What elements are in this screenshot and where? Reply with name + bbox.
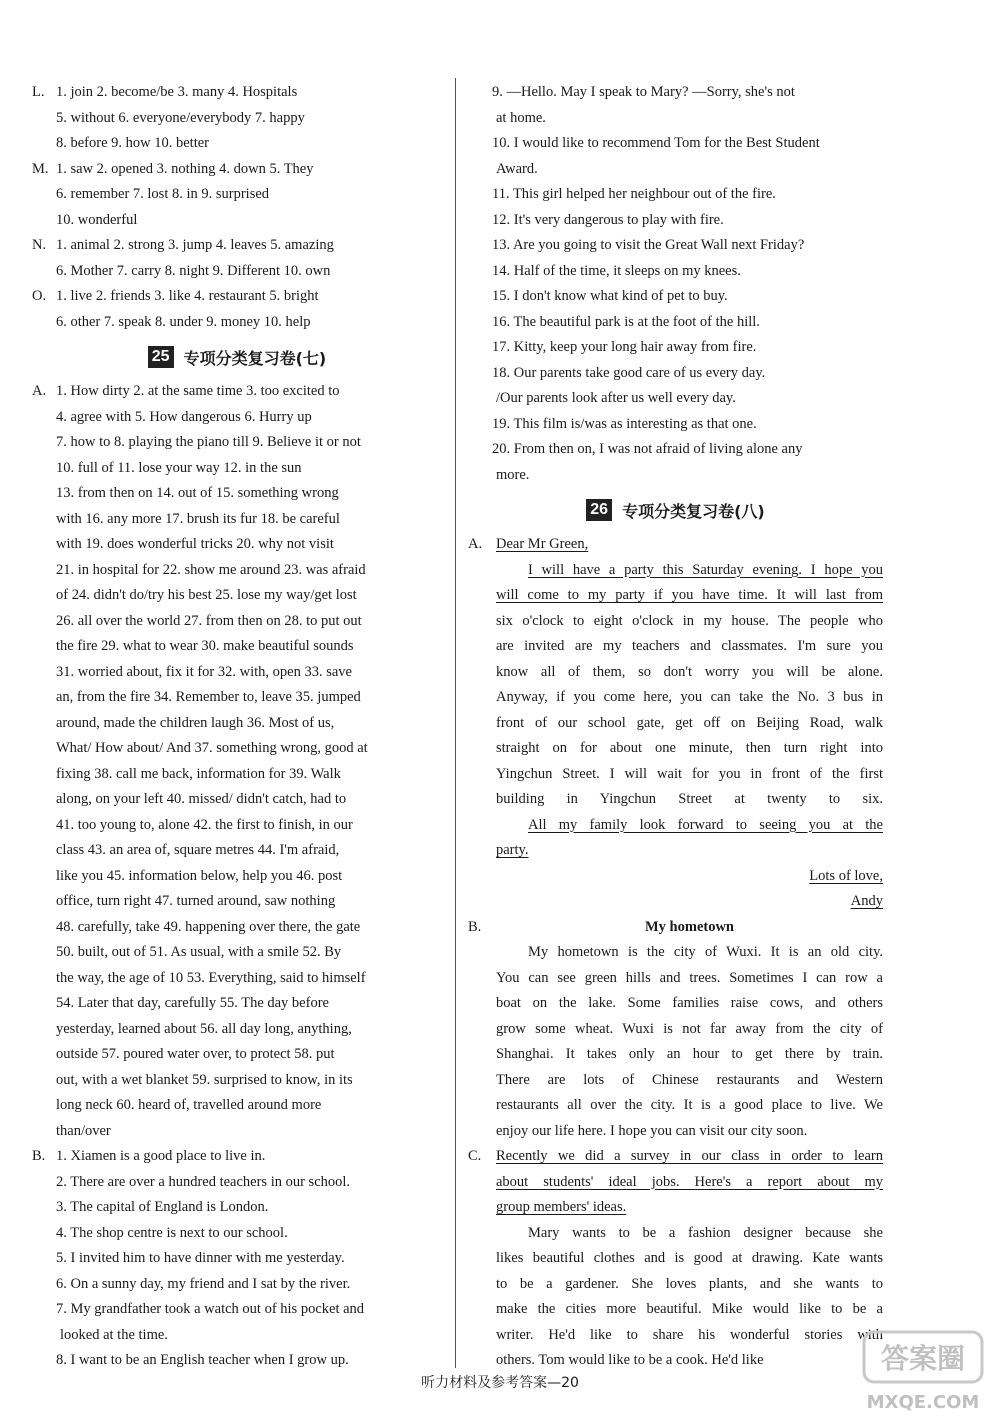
text-line xyxy=(32,379,442,405)
text-line: 18. Our parents take good care of us every day. xyxy=(492,364,766,381)
text-line: 12. It's very dangerous to play with fire. xyxy=(492,211,724,228)
text-line: 26. all over the world 27. from then on 28. to put out xyxy=(56,612,362,629)
section-25-title: 专项分类复习卷(七) xyxy=(183,348,327,368)
text-line: boat on the lake. Some families raise cows, and others xyxy=(496,995,883,1011)
essay-b-body xyxy=(468,940,883,1144)
text-line: building in Yingchun Street at twenty to six. xyxy=(496,791,883,807)
letter-closing xyxy=(468,813,883,864)
text-line: long neck 60. heard of, travelled around more xyxy=(56,1097,322,1113)
section-a-answers xyxy=(32,379,442,1144)
essay-c-body xyxy=(468,1144,883,1374)
text-line: of 24. didn't do/try his best 25. lose my way/get lost xyxy=(56,587,357,603)
text-line: 54. Later that day, carefully 55. The day before xyxy=(56,995,329,1011)
svg-text:答案圈: 答案圈 xyxy=(880,1342,966,1375)
text-line: like you 45. information below, help you 46. post xyxy=(56,867,343,884)
text-line: 16. The beautiful park is at the foot of the hill. xyxy=(492,313,760,330)
letter-signoff: Lots of love, xyxy=(809,867,883,884)
text-line: Shanghai. It takes only an hour to get there by train. xyxy=(496,1046,883,1062)
text-line: along, on your left 40. missed/ didn't catch, had to xyxy=(56,791,347,807)
text-line: outside 57. poured water over, to protect 58. put xyxy=(56,1046,335,1062)
line-text: Recently we did a survey in our class in order to learn xyxy=(496,1148,883,1164)
text-line: 31. worried about, fix it for 32. with, open 33. save xyxy=(56,663,352,680)
text-line: My hometown is the city of Wuxi. It is an old city. xyxy=(528,944,883,960)
text-line: Award. xyxy=(496,160,538,177)
text-line: 11. This girl helped her neighbour out of the fire. xyxy=(492,186,776,202)
text-line: All my family look forward to seeing you at the xyxy=(528,816,883,833)
text-line: than/over xyxy=(56,1122,111,1139)
text-line: yesterday, learned about 56. all day long, anything, xyxy=(56,1020,352,1037)
text-line xyxy=(32,233,442,259)
section-b-answers-continued xyxy=(468,80,883,488)
text-line: straight on for about one minute, then turn right into xyxy=(496,740,883,756)
text-line: about students' ideal jobs. Here's a report about my xyxy=(496,1173,883,1190)
text-line: 8. I want to be an English teacher when I grow up. xyxy=(56,1352,349,1368)
letter-greeting xyxy=(468,532,883,558)
text-line: around, made the children laugh 36. Most of us, xyxy=(56,714,335,731)
essay-b xyxy=(468,915,883,1145)
text-line: 8. before 9. how 10. better xyxy=(56,135,210,151)
text-line: looked at the time. xyxy=(60,1326,168,1343)
section-label: O. xyxy=(32,288,47,304)
section-label: N. xyxy=(32,237,47,253)
text-line: 15. I don't know what kind of pet to buy. xyxy=(492,288,728,304)
text-line: I will have a party this Saturday evening. I hope you xyxy=(528,561,883,578)
line-text: 1. live 2. friends 3. like 4. restaurant 5. bright xyxy=(56,288,319,304)
text-line: 20. From then on, I was not afraid of living alone any xyxy=(492,441,803,457)
text-line: group members' ideas. xyxy=(496,1199,627,1215)
text-line: more. xyxy=(496,466,530,483)
text-line: 7. how to 8. playing the piano till 9. Believe it or not xyxy=(56,434,361,450)
text-line: with 16. any more 17. brush its fur 18. be careful xyxy=(56,510,340,527)
text-line: with 19. does wonderful tricks 20. why not visit xyxy=(56,536,334,552)
text-line: 48. carefully, take 49. happening over there, the gate xyxy=(56,918,361,935)
text-line: There are lots of Chinese restaurants and Western xyxy=(496,1071,883,1088)
text-line xyxy=(32,157,442,183)
text-line: the way, the age of 10 53. Everything, said to himself xyxy=(56,969,366,986)
text-line: 13. Are you going to visit the Great Wall next Friday? xyxy=(492,237,805,253)
text-line: know all of them, so don't worry you will be alone. xyxy=(496,663,883,680)
column-divider xyxy=(455,78,456,1368)
text-line: 6. On a sunny day, my friend and I sat by the river. xyxy=(56,1275,351,1292)
line-text: 1. How dirty 2. at the same time 3. too excited to xyxy=(56,383,340,399)
text-line: 13. from then on 14. out of 15. something wrong xyxy=(56,485,339,501)
section-label: A. xyxy=(32,383,47,399)
essay-c xyxy=(468,1144,883,1374)
text-line xyxy=(32,1144,442,1170)
text-line: 4. The shop centre is next to our school. xyxy=(56,1224,288,1241)
letter-greeting-text: Dear Mr Green, xyxy=(496,536,589,552)
section-26-badge: 26 xyxy=(586,499,612,521)
line-text: 1. join 2. become/be 3. many 4. Hospitals xyxy=(56,84,298,100)
text-line: 5. I invited him to have dinner with me yesterday. xyxy=(56,1250,345,1266)
text-line: /Our parents look after us well every day. xyxy=(496,390,736,406)
text-line: 10. I would like to recommend Tom for the Best Student xyxy=(492,135,820,151)
text-line: Mary wants to be a fashion designer because she xyxy=(528,1224,883,1241)
text-line: writer. He'd like to share his wonderful stories with xyxy=(496,1326,883,1343)
essay-b-label: B. xyxy=(468,918,482,935)
text-line xyxy=(32,80,442,106)
text-line: 3. The capital of England is London. xyxy=(56,1199,269,1215)
text-line: restaurants all over the city. It is a good place to live. We xyxy=(496,1097,883,1113)
text-line: out, with a wet blanket 59. surprised to know, in its xyxy=(56,1071,353,1088)
text-line: six o'clock to eight o'clock in my house. The people who xyxy=(496,612,883,629)
text-line: 10. wonderful xyxy=(56,211,138,228)
text-line: Yingchun Street. I will wait for you in front of the first xyxy=(496,765,883,782)
text-line: make the cities more beautiful. Mike would like to be a xyxy=(496,1301,883,1317)
text-line: the fire 29. what to wear 30. make beautiful sounds xyxy=(56,638,354,654)
letter-name: Andy xyxy=(850,893,883,909)
section-label: L. xyxy=(32,84,45,100)
text-line: 21. in hospital for 22. show me around 23. was afraid xyxy=(56,561,366,578)
text-line: are invited are my teachers and classmates. I'm sure you xyxy=(496,638,883,654)
section-label: M. xyxy=(32,160,49,177)
text-line: 6. other 7. speak 8. under 9. money 10. help xyxy=(56,313,311,330)
text-line: 14. Half of the time, it sleeps on my knees. xyxy=(492,262,741,279)
letter-a xyxy=(468,532,883,915)
text-line: 7. My grandfather took a watch out of his pocket and xyxy=(56,1301,365,1317)
page-footer: 听力材料及参考答案—20 xyxy=(421,1375,579,1391)
text-line: grow some wheat. Wuxi is not far away from the city of xyxy=(496,1020,883,1037)
text-line: 4. agree with 5. How dangerous 6. Hurry up xyxy=(56,408,312,425)
section-25-badge: 25 xyxy=(148,346,174,368)
section-26-header xyxy=(468,488,883,532)
line-text: 1. Xiamen is a good place to live in. xyxy=(56,1148,266,1164)
section-b-answers xyxy=(32,1144,442,1374)
text-line: 10. full of 11. lose your way 12. in the sun xyxy=(56,459,302,476)
text-line: You can see green hills and trees. Sometimes I can row a xyxy=(496,969,883,986)
section-label: B. xyxy=(32,1148,46,1164)
text-line: an, from the fire 34. Remember to, leave 35. jumped xyxy=(56,689,361,705)
text-line: will come to my party if you have time. It will last from xyxy=(496,587,883,603)
text-line: to be a gardener. She loves plants, and she wants to xyxy=(496,1275,883,1292)
watermark-logo xyxy=(858,1328,988,1418)
text-line: 19. This film is/was as interesting as that one. xyxy=(492,415,757,432)
text-line: front of our school gate, get off on Beijing Road, walk xyxy=(496,714,883,731)
section-25-header xyxy=(32,335,442,379)
line-text: 1. animal 2. strong 3. jump 4. leaves 5. amazing xyxy=(56,237,334,253)
section-label: C. xyxy=(468,1148,482,1164)
text-line: 41. too young to, alone 42. the first to finish, in our xyxy=(56,816,353,833)
text-line xyxy=(32,284,442,310)
text-line: What/ How about/ And 37. something wrong, good at xyxy=(56,740,368,756)
line-text: 1. saw 2. opened 3. nothing 4. down 5. They xyxy=(56,160,314,177)
text-line xyxy=(468,1144,883,1170)
text-line: others. Tom would like to be a cook. He'd like xyxy=(496,1352,764,1368)
text-line: office, turn right 47. turned around, saw nothing xyxy=(56,893,336,909)
letter-label: A. xyxy=(468,536,483,552)
text-line: 2. There are over a hundred teachers in our school. xyxy=(56,1173,351,1190)
text-line: fixing 38. call me back, information for 39. Walk xyxy=(56,765,341,782)
letter-body xyxy=(468,558,883,813)
text-line: 6. remember 7. lost 8. in 9. surprised xyxy=(56,186,270,202)
section-26-title: 专项分类复习卷(八) xyxy=(622,501,765,521)
text-line: likes beautiful clothes and is good at drawing. Kate wants xyxy=(496,1250,883,1266)
text-line: 9. —Hello. May I speak to Mary? —Sorry, she's not xyxy=(492,84,795,100)
text-line: at home. xyxy=(496,109,546,126)
essay-b-title: B. My hometown xyxy=(468,915,883,941)
text-line: 50. built, out of 51. As usual, with a smile 52. By xyxy=(56,944,342,960)
svg-text:MXQE.COM: MXQE.COM xyxy=(866,1392,980,1413)
text-line: party. xyxy=(496,842,529,858)
text-line: 6. Mother 7. carry 8. night 9. Different 10. own xyxy=(56,262,331,279)
text-line: class 43. an area of, square metres 44. I'm afraid, xyxy=(56,842,340,858)
text-line: 5. without 6. everyone/everybody 7. happy xyxy=(56,109,305,126)
text-line: Anyway, if you come here, you can take the No. 3 bus in xyxy=(496,689,883,705)
text-line: enjoy our life here. I hope you can visit our city soon. xyxy=(496,1122,808,1139)
right-column xyxy=(468,80,883,1374)
left-column xyxy=(32,80,442,1374)
answers-l-to-o xyxy=(32,80,442,335)
text-line: 17. Kitty, keep your long hair away from fire. xyxy=(492,339,757,355)
